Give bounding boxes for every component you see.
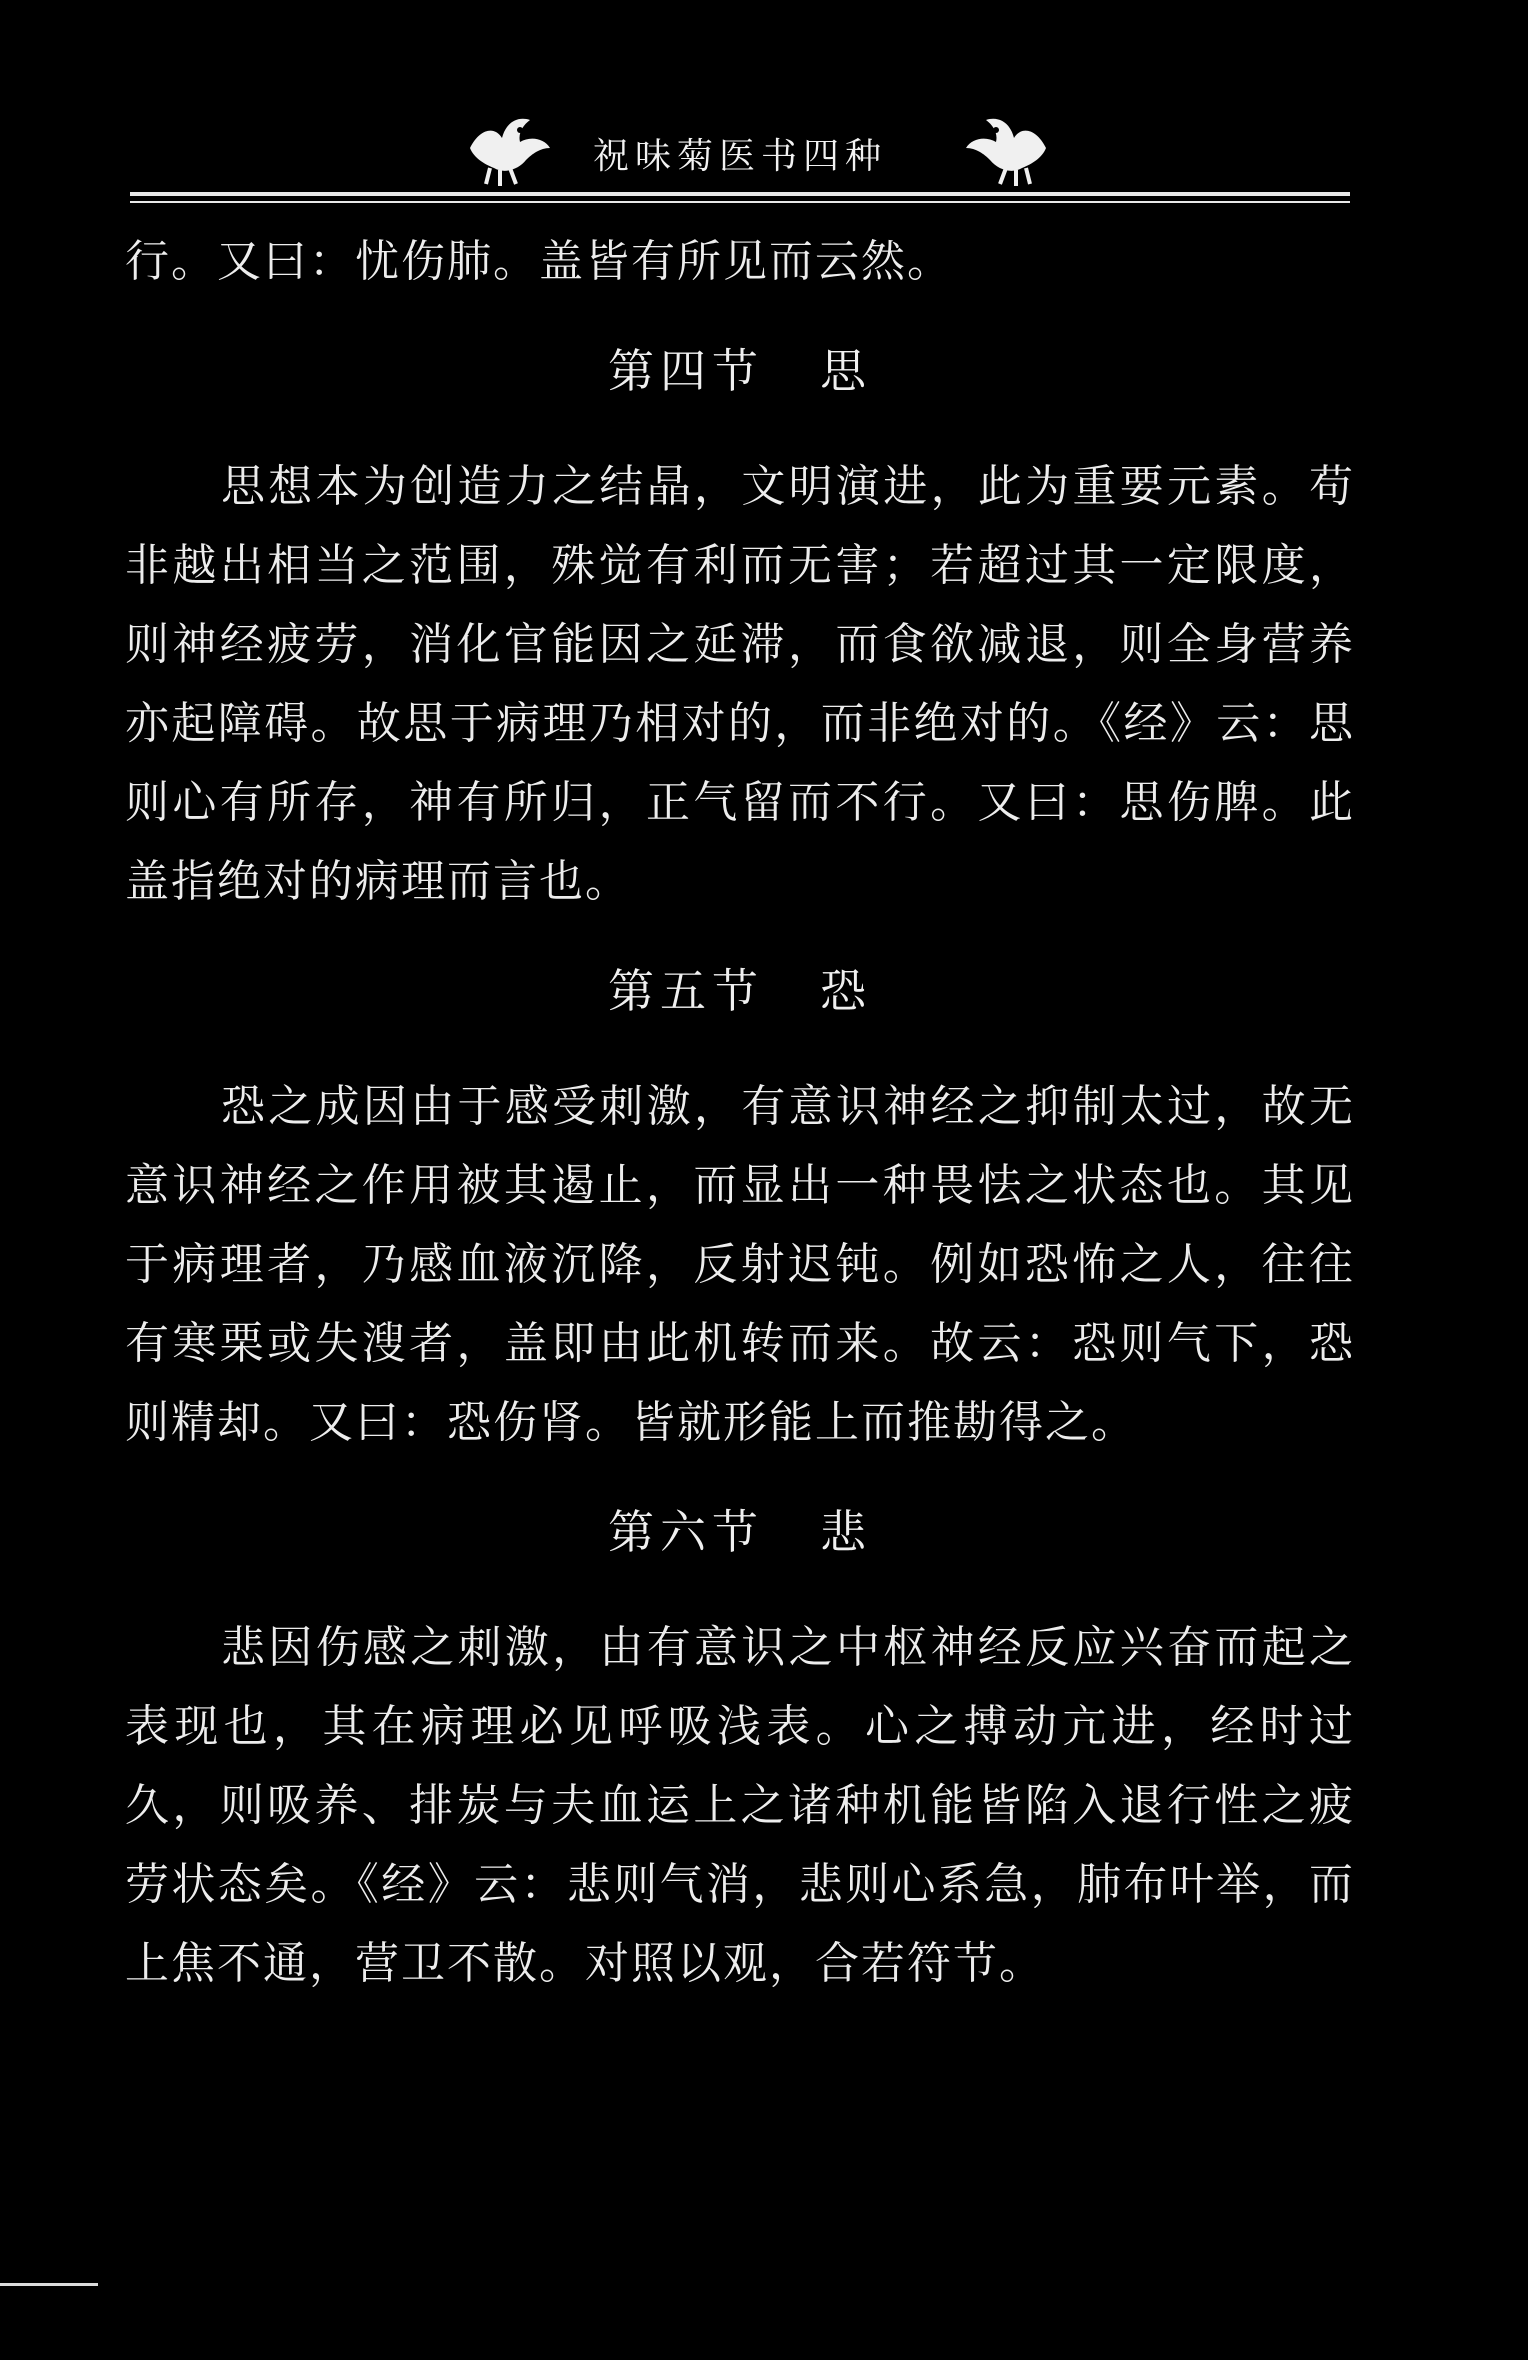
section-5-paragraph: 恐之成因由于感受刺激，有意识神经之抑制太过，故无意识神经之作用被其遏止，而显出一种畏怯之状态也。其见于病理者，乃感血液沉降，反射迟钝。例如恐怖之人，往往有寒栗或失溲者，盖即由此机转而来。故云：恐则气下，恐则精却。又曰：恐伤肾。皆就形能上而推勘得之。 — [125, 1081, 1355, 1448]
section-number: 第四节 — [608, 344, 764, 398]
section-heading-5 — [125, 951, 1355, 1031]
section-number: 第六节 — [608, 1505, 764, 1559]
footer-rule — [0, 2283, 98, 2286]
section-title: 悲 — [820, 1505, 872, 1559]
header-rule-thick — [130, 192, 1350, 196]
running-header-title: 祝味菊医书四种 — [592, 136, 887, 177]
section-title: 思 — [820, 344, 872, 398]
section-4-paragraph: 思想本为创造力之结晶，文明演进，此为重要元素。苟非越出相当之范围，殊觉有利而无害；若超过其一定限度，则神经疲劳，消化官能因之延滞，而食欲减退，则全身营养亦起障碍。故思于病理乃相对的，而非绝对的。《经》云：思则心有所存，神有所归，正气留而不行。又曰：思伤脾。此盖指绝对的病理而言也。 — [125, 461, 1355, 907]
section-heading-6 — [125, 1492, 1355, 1572]
page-body — [125, 222, 1355, 2003]
phoenix-ornament-icon — [960, 108, 1056, 190]
section-number: 第五节 — [608, 964, 764, 1018]
continuation-paragraph: 行。又曰：忧伤肺。盖皆有所见而云然。 — [125, 236, 953, 287]
header-rule-thin — [130, 201, 1350, 203]
section-title: 恐 — [820, 964, 872, 1018]
section-6-paragraph: 悲因伤感之刺激，由有意识之中枢神经反应兴奋而起之表现也，其在病理必见呼吸浅表。心之搏动亢进，经时过久，则吸养、排炭与夫血运上之诸种机能皆陷入退行性之疲劳状态矣。《经》云：悲则气消，悲则心系急，肺布叶举，而上焦不通，营卫不散。对照以观，合若符节。 — [125, 1622, 1355, 1989]
section-heading-4 — [125, 331, 1355, 411]
page-header — [130, 100, 1350, 200]
